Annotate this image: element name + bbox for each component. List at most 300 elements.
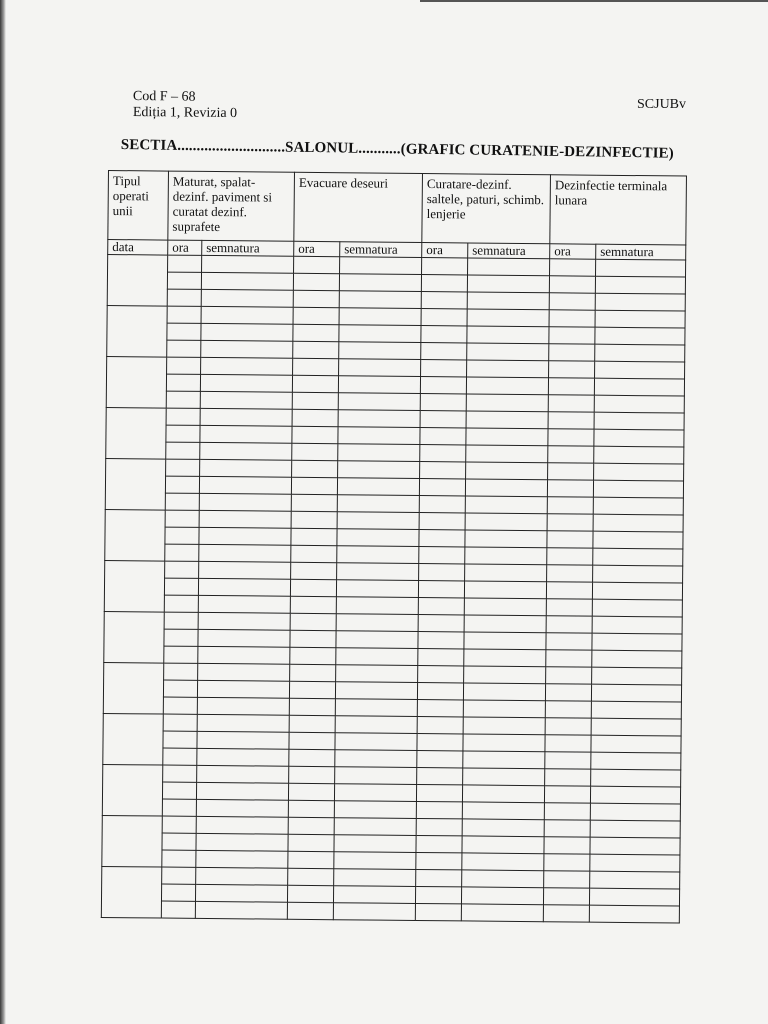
signature-cell[interactable] bbox=[201, 306, 293, 324]
signature-cell[interactable] bbox=[198, 646, 290, 664]
hour-cell[interactable] bbox=[547, 531, 593, 548]
hour-cell[interactable] bbox=[419, 496, 465, 513]
signature-cell[interactable] bbox=[590, 837, 680, 855]
hour-cell[interactable] bbox=[417, 699, 463, 716]
signature-cell[interactable] bbox=[197, 765, 289, 783]
date-cell[interactable] bbox=[105, 509, 165, 561]
signature-cell[interactable] bbox=[463, 700, 545, 718]
hour-cell[interactable] bbox=[165, 561, 199, 578]
signature-cell[interactable] bbox=[467, 275, 549, 293]
hour-cell[interactable] bbox=[168, 255, 202, 272]
signature-cell[interactable] bbox=[338, 444, 420, 462]
hour-cell[interactable] bbox=[293, 273, 339, 290]
signature-cell[interactable] bbox=[593, 497, 683, 515]
hour-cell[interactable] bbox=[292, 392, 338, 409]
signature-cell[interactable] bbox=[201, 289, 293, 307]
signature-cell[interactable] bbox=[338, 393, 420, 411]
signature-cell[interactable] bbox=[197, 731, 289, 749]
hour-cell[interactable] bbox=[545, 735, 591, 752]
date-cell[interactable] bbox=[107, 305, 167, 357]
date-cell[interactable] bbox=[101, 866, 161, 918]
hour-cell[interactable] bbox=[416, 835, 462, 852]
hour-cell[interactable] bbox=[421, 292, 467, 309]
signature-cell[interactable] bbox=[462, 819, 544, 837]
hour-cell[interactable] bbox=[543, 905, 589, 922]
signature-cell[interactable] bbox=[201, 340, 293, 358]
signature-cell[interactable] bbox=[334, 801, 416, 819]
hour-cell[interactable] bbox=[292, 375, 338, 392]
signature-cell[interactable] bbox=[201, 357, 293, 375]
signature-cell[interactable] bbox=[595, 310, 685, 328]
hour-cell[interactable] bbox=[547, 480, 593, 497]
signature-cell[interactable] bbox=[594, 446, 684, 464]
signature-cell[interactable] bbox=[338, 427, 420, 445]
signature-cell[interactable] bbox=[466, 411, 548, 429]
hour-cell[interactable] bbox=[548, 429, 594, 446]
signature-cell[interactable] bbox=[337, 529, 419, 547]
hour-cell[interactable] bbox=[418, 581, 464, 598]
hour-cell[interactable] bbox=[166, 425, 200, 442]
hour-cell[interactable] bbox=[543, 888, 589, 905]
signature-cell[interactable] bbox=[467, 360, 549, 378]
signature-cell[interactable] bbox=[468, 258, 550, 276]
signature-cell[interactable] bbox=[465, 496, 547, 514]
hour-cell[interactable] bbox=[547, 548, 593, 565]
signature-cell[interactable] bbox=[333, 903, 415, 921]
hour-cell[interactable] bbox=[549, 276, 595, 293]
hour-cell[interactable] bbox=[546, 633, 592, 650]
signature-cell[interactable] bbox=[467, 292, 549, 310]
signature-cell[interactable] bbox=[336, 597, 418, 615]
hour-cell[interactable] bbox=[545, 752, 591, 769]
hour-cell[interactable] bbox=[420, 411, 466, 428]
hour-cell[interactable] bbox=[289, 715, 335, 732]
hour-cell[interactable] bbox=[418, 665, 464, 682]
signature-cell[interactable] bbox=[594, 378, 684, 396]
hour-cell[interactable] bbox=[167, 272, 201, 289]
signature-cell[interactable] bbox=[466, 428, 548, 446]
signature-cell[interactable] bbox=[596, 259, 686, 277]
signature-cell[interactable] bbox=[589, 905, 679, 923]
signature-cell[interactable] bbox=[336, 648, 418, 666]
signature-cell[interactable] bbox=[197, 748, 289, 766]
hour-cell[interactable] bbox=[292, 426, 338, 443]
signature-cell[interactable] bbox=[339, 342, 421, 360]
signature-cell[interactable] bbox=[594, 463, 684, 481]
signature-cell[interactable] bbox=[462, 870, 544, 888]
signature-cell[interactable] bbox=[334, 852, 416, 870]
hour-cell[interactable] bbox=[291, 477, 337, 494]
signature-cell[interactable] bbox=[592, 667, 682, 685]
signature-cell[interactable] bbox=[199, 544, 291, 562]
hour-cell[interactable] bbox=[419, 530, 465, 547]
signature-cell[interactable] bbox=[463, 734, 545, 752]
signature-cell[interactable] bbox=[196, 782, 288, 800]
hour-cell[interactable] bbox=[167, 323, 201, 340]
hour-cell[interactable] bbox=[421, 343, 467, 360]
signature-cell[interactable] bbox=[464, 649, 546, 667]
signature-cell[interactable] bbox=[335, 767, 417, 785]
signature-cell[interactable] bbox=[595, 276, 685, 294]
signature-cell[interactable] bbox=[198, 612, 290, 630]
signature-cell[interactable] bbox=[338, 410, 420, 428]
hour-cell[interactable] bbox=[163, 680, 197, 697]
signature-cell[interactable] bbox=[202, 255, 294, 273]
hour-cell[interactable] bbox=[417, 733, 463, 750]
hour-cell[interactable] bbox=[162, 833, 196, 850]
signature-cell[interactable] bbox=[461, 904, 543, 922]
signature-cell[interactable] bbox=[463, 683, 545, 701]
hour-cell[interactable] bbox=[420, 428, 466, 445]
hour-cell[interactable] bbox=[419, 513, 465, 530]
signature-cell[interactable] bbox=[462, 836, 544, 854]
hour-cell[interactable] bbox=[293, 290, 339, 307]
hour-cell[interactable] bbox=[291, 511, 337, 528]
hour-cell[interactable] bbox=[289, 698, 335, 715]
signature-cell[interactable] bbox=[337, 478, 419, 496]
signature-cell[interactable] bbox=[337, 563, 419, 581]
signature-cell[interactable] bbox=[591, 769, 681, 787]
signature-cell[interactable] bbox=[464, 632, 546, 650]
hour-cell[interactable] bbox=[418, 631, 464, 648]
signature-cell[interactable] bbox=[337, 546, 419, 564]
hour-cell[interactable] bbox=[417, 682, 463, 699]
hour-cell[interactable] bbox=[420, 377, 466, 394]
signature-cell[interactable] bbox=[335, 750, 417, 768]
hour-cell[interactable] bbox=[545, 718, 591, 735]
hour-cell[interactable] bbox=[549, 327, 595, 344]
hour-cell[interactable] bbox=[289, 749, 335, 766]
signature-cell[interactable] bbox=[199, 561, 291, 579]
hour-cell[interactable] bbox=[167, 289, 201, 306]
hour-cell[interactable] bbox=[292, 460, 338, 477]
signature-cell[interactable] bbox=[465, 547, 547, 565]
signature-cell[interactable] bbox=[594, 412, 684, 430]
signature-cell[interactable] bbox=[462, 802, 544, 820]
hour-cell[interactable] bbox=[548, 395, 594, 412]
signature-cell[interactable] bbox=[199, 493, 291, 511]
hour-cell[interactable] bbox=[291, 494, 337, 511]
signature-cell[interactable] bbox=[595, 327, 685, 345]
signature-cell[interactable] bbox=[589, 888, 679, 906]
hour-cell[interactable] bbox=[165, 493, 199, 510]
signature-cell[interactable] bbox=[335, 682, 417, 700]
signature-cell[interactable] bbox=[593, 480, 683, 498]
signature-cell[interactable] bbox=[592, 582, 682, 600]
hour-cell[interactable] bbox=[162, 799, 196, 816]
hour-cell[interactable] bbox=[416, 886, 462, 903]
hour-cell[interactable] bbox=[548, 463, 594, 480]
signature-cell[interactable] bbox=[593, 548, 683, 566]
hour-cell[interactable] bbox=[421, 275, 467, 292]
signature-cell[interactable] bbox=[196, 816, 288, 834]
hour-cell[interactable] bbox=[420, 462, 466, 479]
date-cell[interactable] bbox=[104, 560, 164, 612]
signature-cell[interactable] bbox=[198, 663, 290, 681]
signature-cell[interactable] bbox=[337, 495, 419, 513]
hour-cell[interactable] bbox=[549, 293, 595, 310]
hour-cell[interactable] bbox=[293, 358, 339, 375]
hour-cell[interactable] bbox=[291, 528, 337, 545]
signature-cell[interactable] bbox=[464, 615, 546, 633]
hour-cell[interactable] bbox=[288, 834, 334, 851]
hour-cell[interactable] bbox=[416, 818, 462, 835]
hour-cell[interactable] bbox=[290, 579, 336, 596]
hour-cell[interactable] bbox=[548, 446, 594, 463]
hour-cell[interactable] bbox=[420, 445, 466, 462]
signature-cell[interactable] bbox=[595, 361, 685, 379]
signature-cell[interactable] bbox=[336, 631, 418, 649]
signature-cell[interactable] bbox=[590, 803, 680, 821]
hour-cell[interactable] bbox=[544, 854, 590, 871]
signature-cell[interactable] bbox=[462, 853, 544, 871]
hour-cell[interactable] bbox=[165, 527, 199, 544]
hour-cell[interactable] bbox=[290, 596, 336, 613]
hour-cell[interactable] bbox=[164, 629, 198, 646]
date-cell[interactable] bbox=[104, 611, 164, 663]
signature-cell[interactable] bbox=[593, 531, 683, 549]
hour-cell[interactable] bbox=[294, 256, 340, 273]
signature-cell[interactable] bbox=[339, 274, 421, 292]
signature-cell[interactable] bbox=[199, 527, 291, 545]
hour-cell[interactable] bbox=[161, 884, 195, 901]
signature-cell[interactable] bbox=[467, 309, 549, 327]
hour-cell[interactable] bbox=[166, 408, 200, 425]
signature-cell[interactable] bbox=[593, 514, 683, 532]
hour-cell[interactable] bbox=[549, 310, 595, 327]
hour-cell[interactable] bbox=[290, 613, 336, 630]
signature-cell[interactable] bbox=[465, 513, 547, 531]
signature-cell[interactable] bbox=[333, 886, 415, 904]
hour-cell[interactable] bbox=[288, 783, 334, 800]
signature-cell[interactable] bbox=[198, 595, 290, 613]
signature-cell[interactable] bbox=[590, 854, 680, 872]
hour-cell[interactable] bbox=[417, 750, 463, 767]
hour-cell[interactable] bbox=[164, 595, 198, 612]
hour-cell[interactable] bbox=[163, 765, 197, 782]
hour-cell[interactable] bbox=[421, 309, 467, 326]
hour-cell[interactable] bbox=[419, 547, 465, 564]
date-cell[interactable] bbox=[106, 356, 166, 408]
hour-cell[interactable] bbox=[161, 901, 195, 918]
signature-cell[interactable] bbox=[463, 717, 545, 735]
hour-cell[interactable] bbox=[544, 786, 590, 803]
signature-cell[interactable] bbox=[339, 325, 421, 343]
signature-cell[interactable] bbox=[594, 395, 684, 413]
hour-cell[interactable] bbox=[546, 599, 592, 616]
signature-cell[interactable] bbox=[590, 871, 680, 889]
signature-cell[interactable] bbox=[334, 835, 416, 853]
signature-cell[interactable] bbox=[466, 445, 548, 463]
hour-cell[interactable] bbox=[418, 614, 464, 631]
hour-cell[interactable] bbox=[419, 479, 465, 496]
hour-cell[interactable] bbox=[166, 391, 200, 408]
signature-cell[interactable] bbox=[463, 768, 545, 786]
signature-cell[interactable] bbox=[200, 459, 292, 477]
signature-cell[interactable] bbox=[199, 510, 291, 528]
signature-cell[interactable] bbox=[591, 718, 681, 736]
hour-cell[interactable] bbox=[167, 306, 201, 323]
signature-cell[interactable] bbox=[466, 377, 548, 395]
hour-cell[interactable] bbox=[416, 869, 462, 886]
hour-cell[interactable] bbox=[416, 784, 462, 801]
hour-cell[interactable] bbox=[288, 868, 334, 885]
hour-cell[interactable] bbox=[416, 801, 462, 818]
hour-cell[interactable] bbox=[548, 378, 594, 395]
hour-cell[interactable] bbox=[287, 885, 333, 902]
hour-cell[interactable] bbox=[292, 443, 338, 460]
signature-cell[interactable] bbox=[336, 614, 418, 632]
signature-cell[interactable] bbox=[466, 462, 548, 480]
hour-cell[interactable] bbox=[547, 514, 593, 531]
signature-cell[interactable] bbox=[200, 408, 292, 426]
hour-cell[interactable] bbox=[422, 258, 468, 275]
signature-cell[interactable] bbox=[591, 701, 681, 719]
hour-cell[interactable] bbox=[163, 714, 197, 731]
date-cell[interactable] bbox=[102, 815, 162, 867]
hour-cell[interactable] bbox=[548, 412, 594, 429]
signature-cell[interactable] bbox=[200, 374, 292, 392]
signature-cell[interactable] bbox=[595, 293, 685, 311]
hour-cell[interactable] bbox=[288, 800, 334, 817]
signature-cell[interactable] bbox=[196, 799, 288, 817]
signature-cell[interactable] bbox=[200, 391, 292, 409]
signature-cell[interactable] bbox=[591, 684, 681, 702]
signature-cell[interactable] bbox=[595, 344, 685, 362]
signature-cell[interactable] bbox=[464, 598, 546, 616]
signature-cell[interactable] bbox=[464, 581, 546, 599]
date-cell[interactable] bbox=[103, 662, 163, 714]
signature-cell[interactable] bbox=[196, 833, 288, 851]
hour-cell[interactable] bbox=[415, 903, 461, 920]
hour-cell[interactable] bbox=[291, 562, 337, 579]
hour-cell[interactable] bbox=[544, 820, 590, 837]
signature-cell[interactable] bbox=[463, 751, 545, 769]
hour-cell[interactable] bbox=[546, 616, 592, 633]
hour-cell[interactable] bbox=[290, 630, 336, 647]
signature-cell[interactable] bbox=[201, 272, 293, 290]
hour-cell[interactable] bbox=[544, 871, 590, 888]
hour-cell[interactable] bbox=[417, 716, 463, 733]
hour-cell[interactable] bbox=[547, 497, 593, 514]
signature-cell[interactable] bbox=[593, 565, 683, 583]
signature-cell[interactable] bbox=[338, 376, 420, 394]
signature-cell[interactable] bbox=[335, 716, 417, 734]
hour-cell[interactable] bbox=[420, 394, 466, 411]
signature-cell[interactable] bbox=[591, 735, 681, 753]
hour-cell[interactable] bbox=[544, 837, 590, 854]
hour-cell[interactable] bbox=[287, 902, 333, 919]
signature-cell[interactable] bbox=[465, 564, 547, 582]
signature-cell[interactable] bbox=[592, 650, 682, 668]
signature-cell[interactable] bbox=[197, 680, 289, 698]
date-cell[interactable] bbox=[107, 255, 167, 307]
hour-cell[interactable] bbox=[290, 664, 336, 681]
signature-cell[interactable] bbox=[334, 784, 416, 802]
hour-cell[interactable] bbox=[166, 374, 200, 391]
hour-cell[interactable] bbox=[165, 510, 199, 527]
signature-cell[interactable] bbox=[198, 578, 290, 596]
hour-cell[interactable] bbox=[289, 681, 335, 698]
signature-cell[interactable] bbox=[467, 343, 549, 361]
hour-cell[interactable] bbox=[544, 803, 590, 820]
signature-cell[interactable] bbox=[200, 425, 292, 443]
signature-cell[interactable] bbox=[465, 479, 547, 497]
signature-cell[interactable] bbox=[339, 308, 421, 326]
hour-cell[interactable] bbox=[291, 545, 337, 562]
hour-cell[interactable] bbox=[167, 357, 201, 374]
hour-cell[interactable] bbox=[293, 307, 339, 324]
hour-cell[interactable] bbox=[545, 769, 591, 786]
signature-cell[interactable] bbox=[198, 629, 290, 647]
signature-cell[interactable] bbox=[590, 786, 680, 804]
hour-cell[interactable] bbox=[293, 341, 339, 358]
hour-cell[interactable] bbox=[289, 766, 335, 783]
signature-cell[interactable] bbox=[195, 901, 287, 919]
signature-cell[interactable] bbox=[337, 512, 419, 530]
hour-cell[interactable] bbox=[547, 565, 593, 582]
signature-cell[interactable] bbox=[462, 887, 544, 905]
date-cell[interactable] bbox=[102, 764, 162, 816]
hour-cell[interactable] bbox=[292, 409, 338, 426]
hour-cell[interactable] bbox=[164, 646, 198, 663]
hour-cell[interactable] bbox=[545, 684, 591, 701]
hour-cell[interactable] bbox=[545, 701, 591, 718]
signature-cell[interactable] bbox=[591, 752, 681, 770]
date-cell[interactable] bbox=[103, 713, 163, 765]
signature-cell[interactable] bbox=[334, 869, 416, 887]
signature-cell[interactable] bbox=[336, 665, 418, 683]
signature-cell[interactable] bbox=[464, 666, 546, 684]
signature-cell[interactable] bbox=[200, 442, 292, 460]
signature-cell[interactable] bbox=[340, 257, 422, 275]
hour-cell[interactable] bbox=[546, 582, 592, 599]
hour-cell[interactable] bbox=[546, 667, 592, 684]
hour-cell[interactable] bbox=[418, 648, 464, 665]
signature-cell[interactable] bbox=[197, 697, 289, 715]
signature-cell[interactable] bbox=[462, 785, 544, 803]
hour-cell[interactable] bbox=[165, 544, 199, 561]
signature-cell[interactable] bbox=[594, 429, 684, 447]
signature-cell[interactable] bbox=[335, 699, 417, 717]
signature-cell[interactable] bbox=[336, 580, 418, 598]
signature-cell[interactable] bbox=[201, 323, 293, 341]
signature-cell[interactable] bbox=[335, 733, 417, 751]
signature-cell[interactable] bbox=[592, 599, 682, 617]
hour-cell[interactable] bbox=[162, 850, 196, 867]
signature-cell[interactable] bbox=[339, 359, 421, 377]
hour-cell[interactable] bbox=[288, 851, 334, 868]
hour-cell[interactable] bbox=[289, 732, 335, 749]
signature-cell[interactable] bbox=[196, 850, 288, 868]
date-cell[interactable] bbox=[105, 458, 165, 510]
hour-cell[interactable] bbox=[290, 647, 336, 664]
hour-cell[interactable] bbox=[419, 564, 465, 581]
hour-cell[interactable] bbox=[166, 459, 200, 476]
signature-cell[interactable] bbox=[338, 461, 420, 479]
signature-cell[interactable] bbox=[592, 633, 682, 651]
signature-cell[interactable] bbox=[199, 476, 291, 494]
signature-cell[interactable] bbox=[467, 326, 549, 344]
hour-cell[interactable] bbox=[549, 344, 595, 361]
hour-cell[interactable] bbox=[163, 731, 197, 748]
hour-cell[interactable] bbox=[166, 442, 200, 459]
hour-cell[interactable] bbox=[162, 867, 196, 884]
hour-cell[interactable] bbox=[421, 326, 467, 343]
hour-cell[interactable] bbox=[163, 748, 197, 765]
hour-cell[interactable] bbox=[162, 816, 196, 833]
hour-cell[interactable] bbox=[162, 782, 196, 799]
